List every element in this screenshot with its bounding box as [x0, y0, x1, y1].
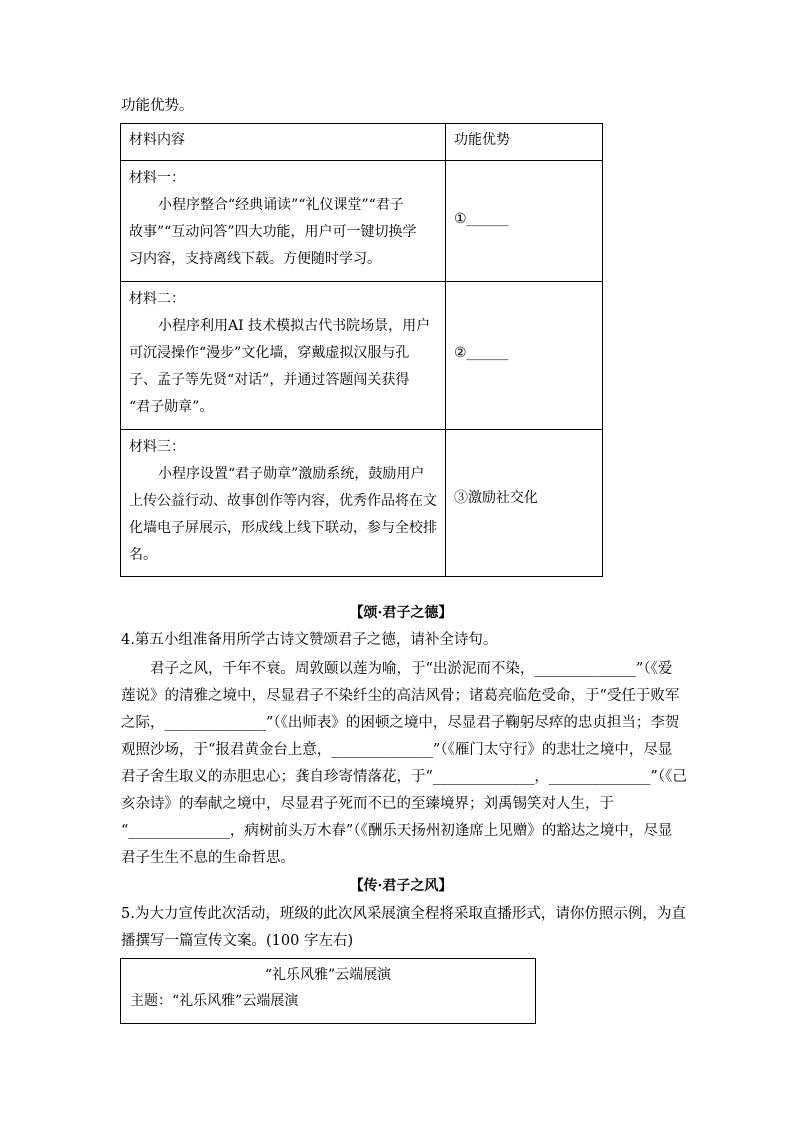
q4-paragraph-line: “______________，病树前头万木春”（《酬乐天扬州初逢席上见赠》的豁达之境中，尽显 [121, 823, 673, 839]
section-title-spread: 【传·君子之风】 [349, 878, 453, 894]
material-3-line: 上传公益行动、故事创作等内容，优秀作品将在文 [129, 493, 437, 509]
material-1-title: 材料一： [129, 170, 185, 186]
q5-line: 5.为大力宣传此次活动，班级的此次风采展演全程将采取直播形式，请你仿照示例，为直 [121, 906, 686, 922]
material-2-answer-cell [445, 282, 602, 430]
example-box [120, 958, 536, 1024]
material-2-line: “君子勋章”。 [129, 399, 214, 415]
material-1-line: 小程序整合“经典诵读”“礼仪课堂”“君子 [158, 197, 404, 213]
table-header-right: 功能优势 [445, 124, 602, 161]
table-header-row [121, 124, 603, 161]
answer-3: ③激励社交化 [453, 490, 538, 506]
material-3-title: 材料三： [129, 439, 185, 455]
q4-paragraph-line: 君子之风，千年不衰。周敦颐以莲为喻，于“出淤泥而不染，______________”（《爱 [150, 661, 673, 677]
section-title-virtue: 【颂·君子之德】 [349, 605, 453, 621]
material-2-content [121, 282, 446, 430]
material-3-line: 小程序设置“君子勋章”激励系统，鼓励用户 [158, 466, 425, 482]
table-header-left: 材料内容 [121, 124, 446, 161]
q4-paragraph-line: 之际，______________”（《出师表》的困顿之境中，尽显君子鞠躬尽瘁的忠贞担当；李贺 [121, 715, 680, 731]
table-row-2 [121, 282, 603, 430]
material-3-line: 化墙电子屏展示，形成线上线下联动，参与全校排 [129, 520, 437, 536]
table-row-3 [121, 430, 603, 577]
material-1-line: 故事”“互动问答”四大功能，用户可一键切换学 [129, 224, 417, 240]
example-subject: 主题：“礼乐风雅”云端展演 [130, 993, 299, 1009]
material-2-title: 材料二： [129, 291, 185, 307]
materials-table [120, 123, 603, 577]
q4-paragraph-line: 君子生生不息的生命哲思。 [121, 850, 295, 866]
example-title: “礼乐风雅”云端展演 [264, 967, 392, 983]
material-2-line: 小程序利用AI 技术模拟古代书院场景，用户 [158, 318, 431, 334]
material-1-answer-cell [445, 161, 602, 282]
material-3-line: 名。 [129, 547, 157, 563]
answer-blank-1[interactable]: ①______ [453, 211, 509, 227]
q4-paragraph-line: 君子舍生取义的赤胆忠心；龚自珍寄情落花，于“______________，______________”（《己 [121, 769, 687, 785]
answer-blank-2[interactable]: ②______ [453, 345, 509, 361]
q4-paragraph-line: 观照沙场，于“报君黄金台上意，______________”（《雁门太守行》的悲壮之境中，尽显 [121, 742, 673, 758]
material-2-line: 子、孟子等先贤“对话”，并通过答题闯关获得 [129, 372, 410, 388]
material-2-line: 可沉浸操作“漫步”文化墙，穿戴虚拟汉服与孔 [129, 345, 410, 361]
q4-paragraph-line: 亥杂诗》的奉献之境中，尽显君子死而不已的至臻境界；刘禹锡笑对人生，于 [121, 796, 614, 812]
table-row-1 [121, 161, 603, 282]
material-1-line: 习内容，支持离线下载。方便随时学习。 [129, 251, 381, 267]
material-1-content [121, 161, 446, 282]
intro-text: 功能优势。 [121, 98, 194, 114]
material-3-answer-cell [445, 430, 602, 577]
q4-stem: 4.第五小组准备用所学古诗文赞颂君子之德，请补全诗句。 [121, 632, 498, 648]
material-3-content [121, 430, 446, 577]
q5-line: 播撰写一篇宣传文案。(100 字左右) [121, 933, 354, 949]
q4-paragraph-line: 莲说》的清雅之境中，尽显君子不染纤尘的高洁风骨；诸葛亮临危受命，于“受任于败军 [121, 688, 680, 704]
